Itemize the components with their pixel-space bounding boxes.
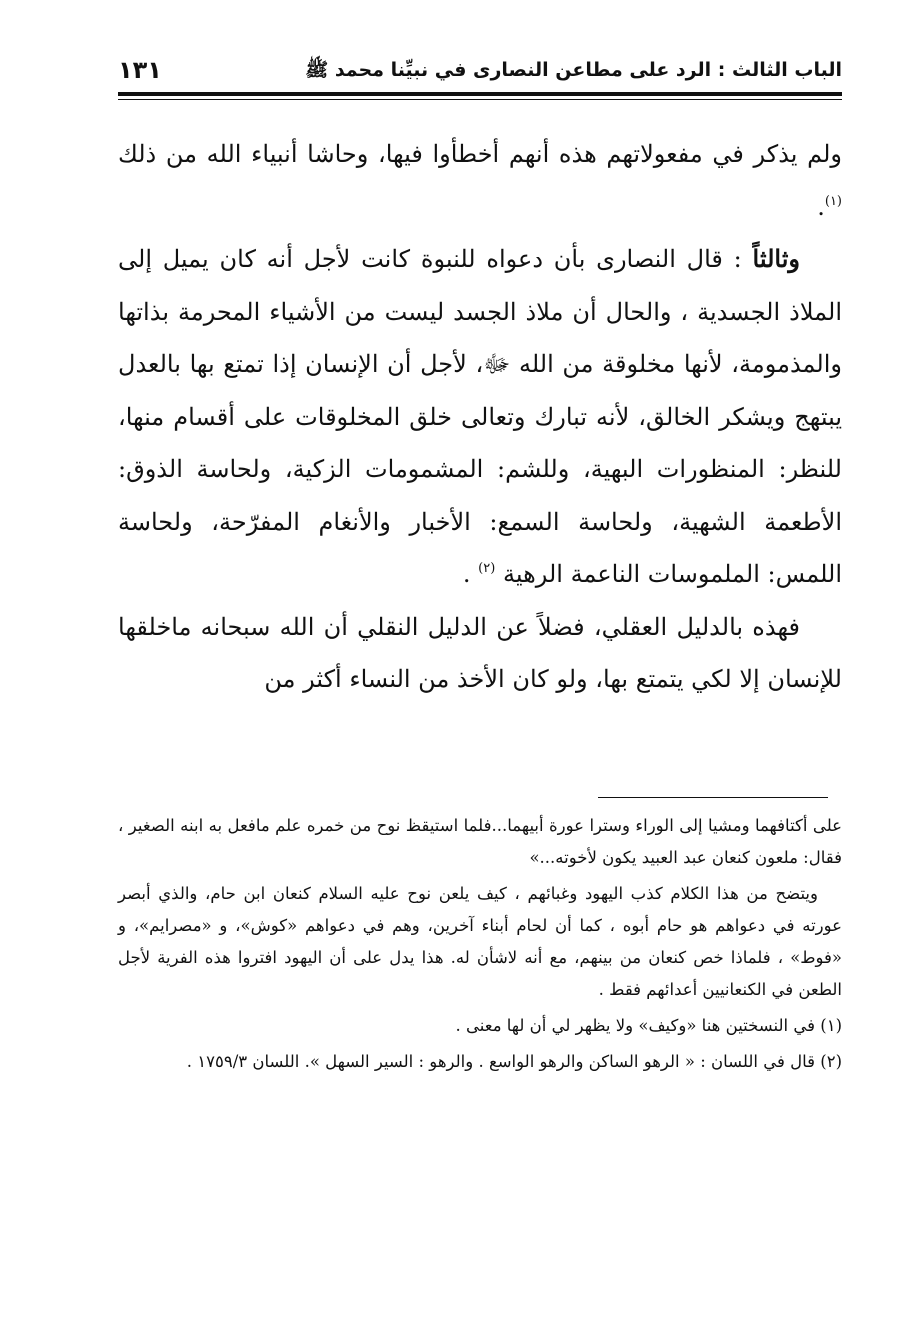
page-number: ١٣١ [118,56,162,84]
footnote-ref-2: (٢) [478,561,496,576]
footnote-separator [598,797,828,798]
page-header [118,52,842,90]
paragraph-2-end: . [462,560,479,588]
paragraph-2-text: : قال النصارى بأن دعواه للنبوة كانت لأجل أنه كان يميل إلى الملاذ الجسدية ، والحال أن ملاذ الجسد ليست من الأشياء المحرمة بذاتها والمذمومة، لأنها مخلوقة من الله ﷻ، لأجل أن الإنسان إذا تمتع بها بالعدل يبتهج ويشكر الخالق، لأنه تبارك وتعالى خلق المخلوقات على أقسام منها، للنظر: المنظورات البهية، وللشم: المشمومات الزكية، ولحاسة الذوق: الأطعمة الشهية، ولحاسة السمع: الأخبار والأنغام المفرّحة، ولحاسة اللمس: الملموسات الناعمة الرهية [118,245,843,588]
main-text [118,128,842,706]
footnote-ref-1: (١) [824,193,842,209]
footnote-commentary: ويتضح من هذا الكلام كذب اليهود وغبائهم ، كيف يلعن نوح عليه السلام كنعان ابن حام، والذي أبصر عورته في دعواهم هو حام أبوه ، كما أن لحام أبناء آخرين، وهم في دعواهم «كوش»، و «مصرايم»، و «فوط» ، فلماذا خص كنعان من بينهم، مع أنه لاشأن له. هذا يدل على أن اليهود افتروا هذه الفرية لأجل الطعن في الكنعانيين أعدائهم فقط . [118,884,842,999]
running-title: الباب الثالث : الرد على مطاعن النصارى في نبيِّنا محمد ﷺ [305,59,842,81]
paragraph-1-text: ولم يذكر في مفعولاتهم هذه أنهم أخطأوا فيها، وحاشا أنبياء الله من ذلك [118,140,842,168]
footnote-2: (٢) قال في اللسان : « الرهو الساكن والرهو الواسع . والرهو : السير السهل ». اللسان ١٧٥٩/٣ . [186,1052,842,1071]
footnote-continuation: على أكتافهما ومشيا إلى الوراء وسترا عورة أبيهما...فلما استيقظ نوح من خمره علم مافعل به ابنه الصغير ، فقال: ملعون كنعان عبد العبيد يكون لأخوته...» [118,816,842,867]
footnotes [118,810,842,1082]
paragraph-2-lead: وثالثاً [752,244,800,273]
paragraph-1 [118,128,842,233]
header-rule-thick [118,92,842,96]
paragraph-1-end: . [817,192,825,221]
footnote-1: (١) في النسختين هنا «وكيف» ولا يظهر لي أن لها معنى . [455,1016,842,1035]
paragraph-3: فهذه بالدليل العقلي، فضلاً عن الدليل النقلي أن الله سبحانه ماخلقها للإنسان إلا لكي يتمتع بها، ولو كان الأخذ من النساء أكثر من [118,612,842,693]
header-rule-thin [118,99,842,100]
paragraph-2 [118,233,842,601]
